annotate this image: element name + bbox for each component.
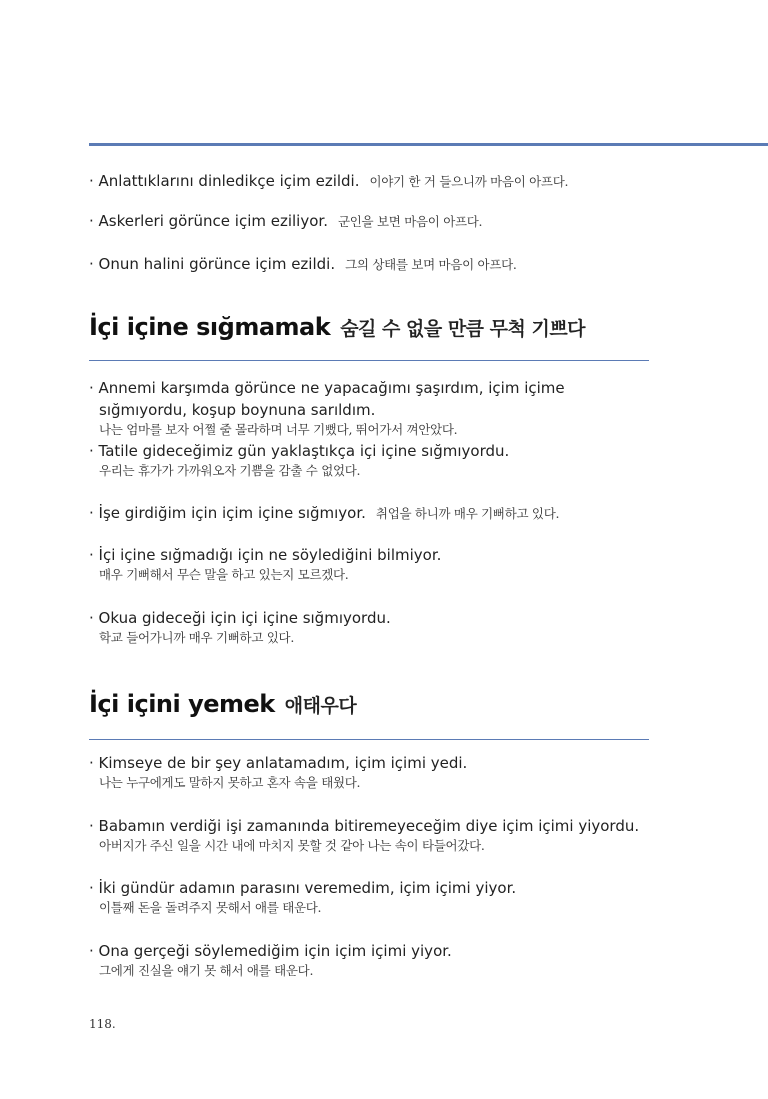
example-item (89, 815, 689, 855)
page-number: 118. (89, 1017, 116, 1031)
section-heading (89, 313, 649, 341)
idiom-title: İçi içine sığmamak (89, 313, 331, 341)
turkish-sentence: · İki gündür adamın parasını veremedim, içim içimi yiyor. (89, 879, 517, 897)
korean-translation: 나는 누구에게도 말하지 못하고 혼자 속을 태웠다. (99, 775, 361, 790)
example-item (89, 210, 689, 232)
example-item (89, 440, 689, 480)
korean-translation: 취업을 하니까 매우 기뻐하고 있다. (375, 506, 560, 521)
turkish-sentence: · Tatile gideceğimiz gün yaklaştıkça içi içine sığmıyordu. (89, 442, 510, 460)
korean-translation: 군인을 보면 마음이 아프다. (337, 214, 483, 229)
turkish-sentence: · Annemi karşımda görünce ne yapacağımı şaşırdım, içim içime (89, 379, 565, 397)
example-item (89, 170, 689, 192)
turkish-sentence: · Kimseye de bir şey anlatamadım, içim içimi yedi. (89, 754, 468, 772)
example-item (89, 607, 689, 647)
korean-translation: 매우 기뻐해서 무슨 말을 하고 있는지 모르겠다. (99, 567, 349, 582)
turkish-sentence: · Askerleri görünce içim eziliyor. (89, 212, 328, 230)
korean-translation: 그의 상태를 보며 마음이 아프다. (345, 257, 517, 272)
example-item (89, 544, 689, 584)
turkish-sentence: · Babamın verdiği işi zamanında bitiremeyeceğim diye içim içimi yiyordu. (89, 817, 640, 835)
turkish-sentence-continued: sığmıyordu, koşup boynuna sarıldım. (99, 401, 376, 419)
turkish-sentence: · İçi içine sığmadığı için ne söylediğini bilmiyor. (89, 546, 442, 564)
korean-translation: 이틀째 돈을 돌려주지 못해서 애를 태운다. (99, 900, 322, 915)
heading-rule (89, 739, 649, 740)
example-item (89, 253, 689, 275)
example-item (89, 877, 689, 917)
idiom-meaning: 애태우다 (284, 695, 357, 717)
korean-translation: 아버지가 주신 일을 시간 내에 마치지 못할 것 같아 나는 속이 타들어갔다. (99, 838, 485, 853)
turkish-sentence: · İşe girdiğim için içim içine sığmıyor. (89, 504, 366, 522)
section-heading (89, 690, 649, 718)
top-rule (89, 143, 768, 146)
example-item (89, 377, 689, 439)
korean-translation: 우리는 휴가가 가까워오자 기쁨을 감출 수 없었다. (99, 463, 361, 478)
turkish-sentence: · Anlattıklarını dinledikçe içim ezildi. (89, 172, 360, 190)
turkish-sentence: · Ona gerçeği söylemediğim için içim içimi yiyor. (89, 942, 452, 960)
example-item (89, 502, 689, 524)
turkish-sentence: · Onun halini görünce içim ezildi. (89, 255, 336, 273)
example-item (89, 940, 689, 980)
idiom-meaning: 숨길 수 없을 만큼 무척 기쁘다 (340, 318, 586, 340)
korean-translation: 나는 엄마를 보자 어쩔 줄 몰라하며 너무 기뻤다, 뛰어가서 껴안았다. (99, 422, 458, 437)
idiom-title: İçi içini yemek (89, 690, 275, 718)
turkish-sentence: · Okua gideceği için içi içine sığmıyordu. (89, 609, 391, 627)
korean-translation: 그에게 진실을 얘기 못 해서 애를 태운다. (99, 963, 314, 978)
korean-translation: 학교 들어가니까 매우 기뻐하고 있다. (99, 630, 294, 645)
korean-translation: 이야기 한 거 들으니까 마음이 아프다. (369, 174, 569, 189)
example-item (89, 752, 689, 792)
heading-rule (89, 360, 649, 361)
